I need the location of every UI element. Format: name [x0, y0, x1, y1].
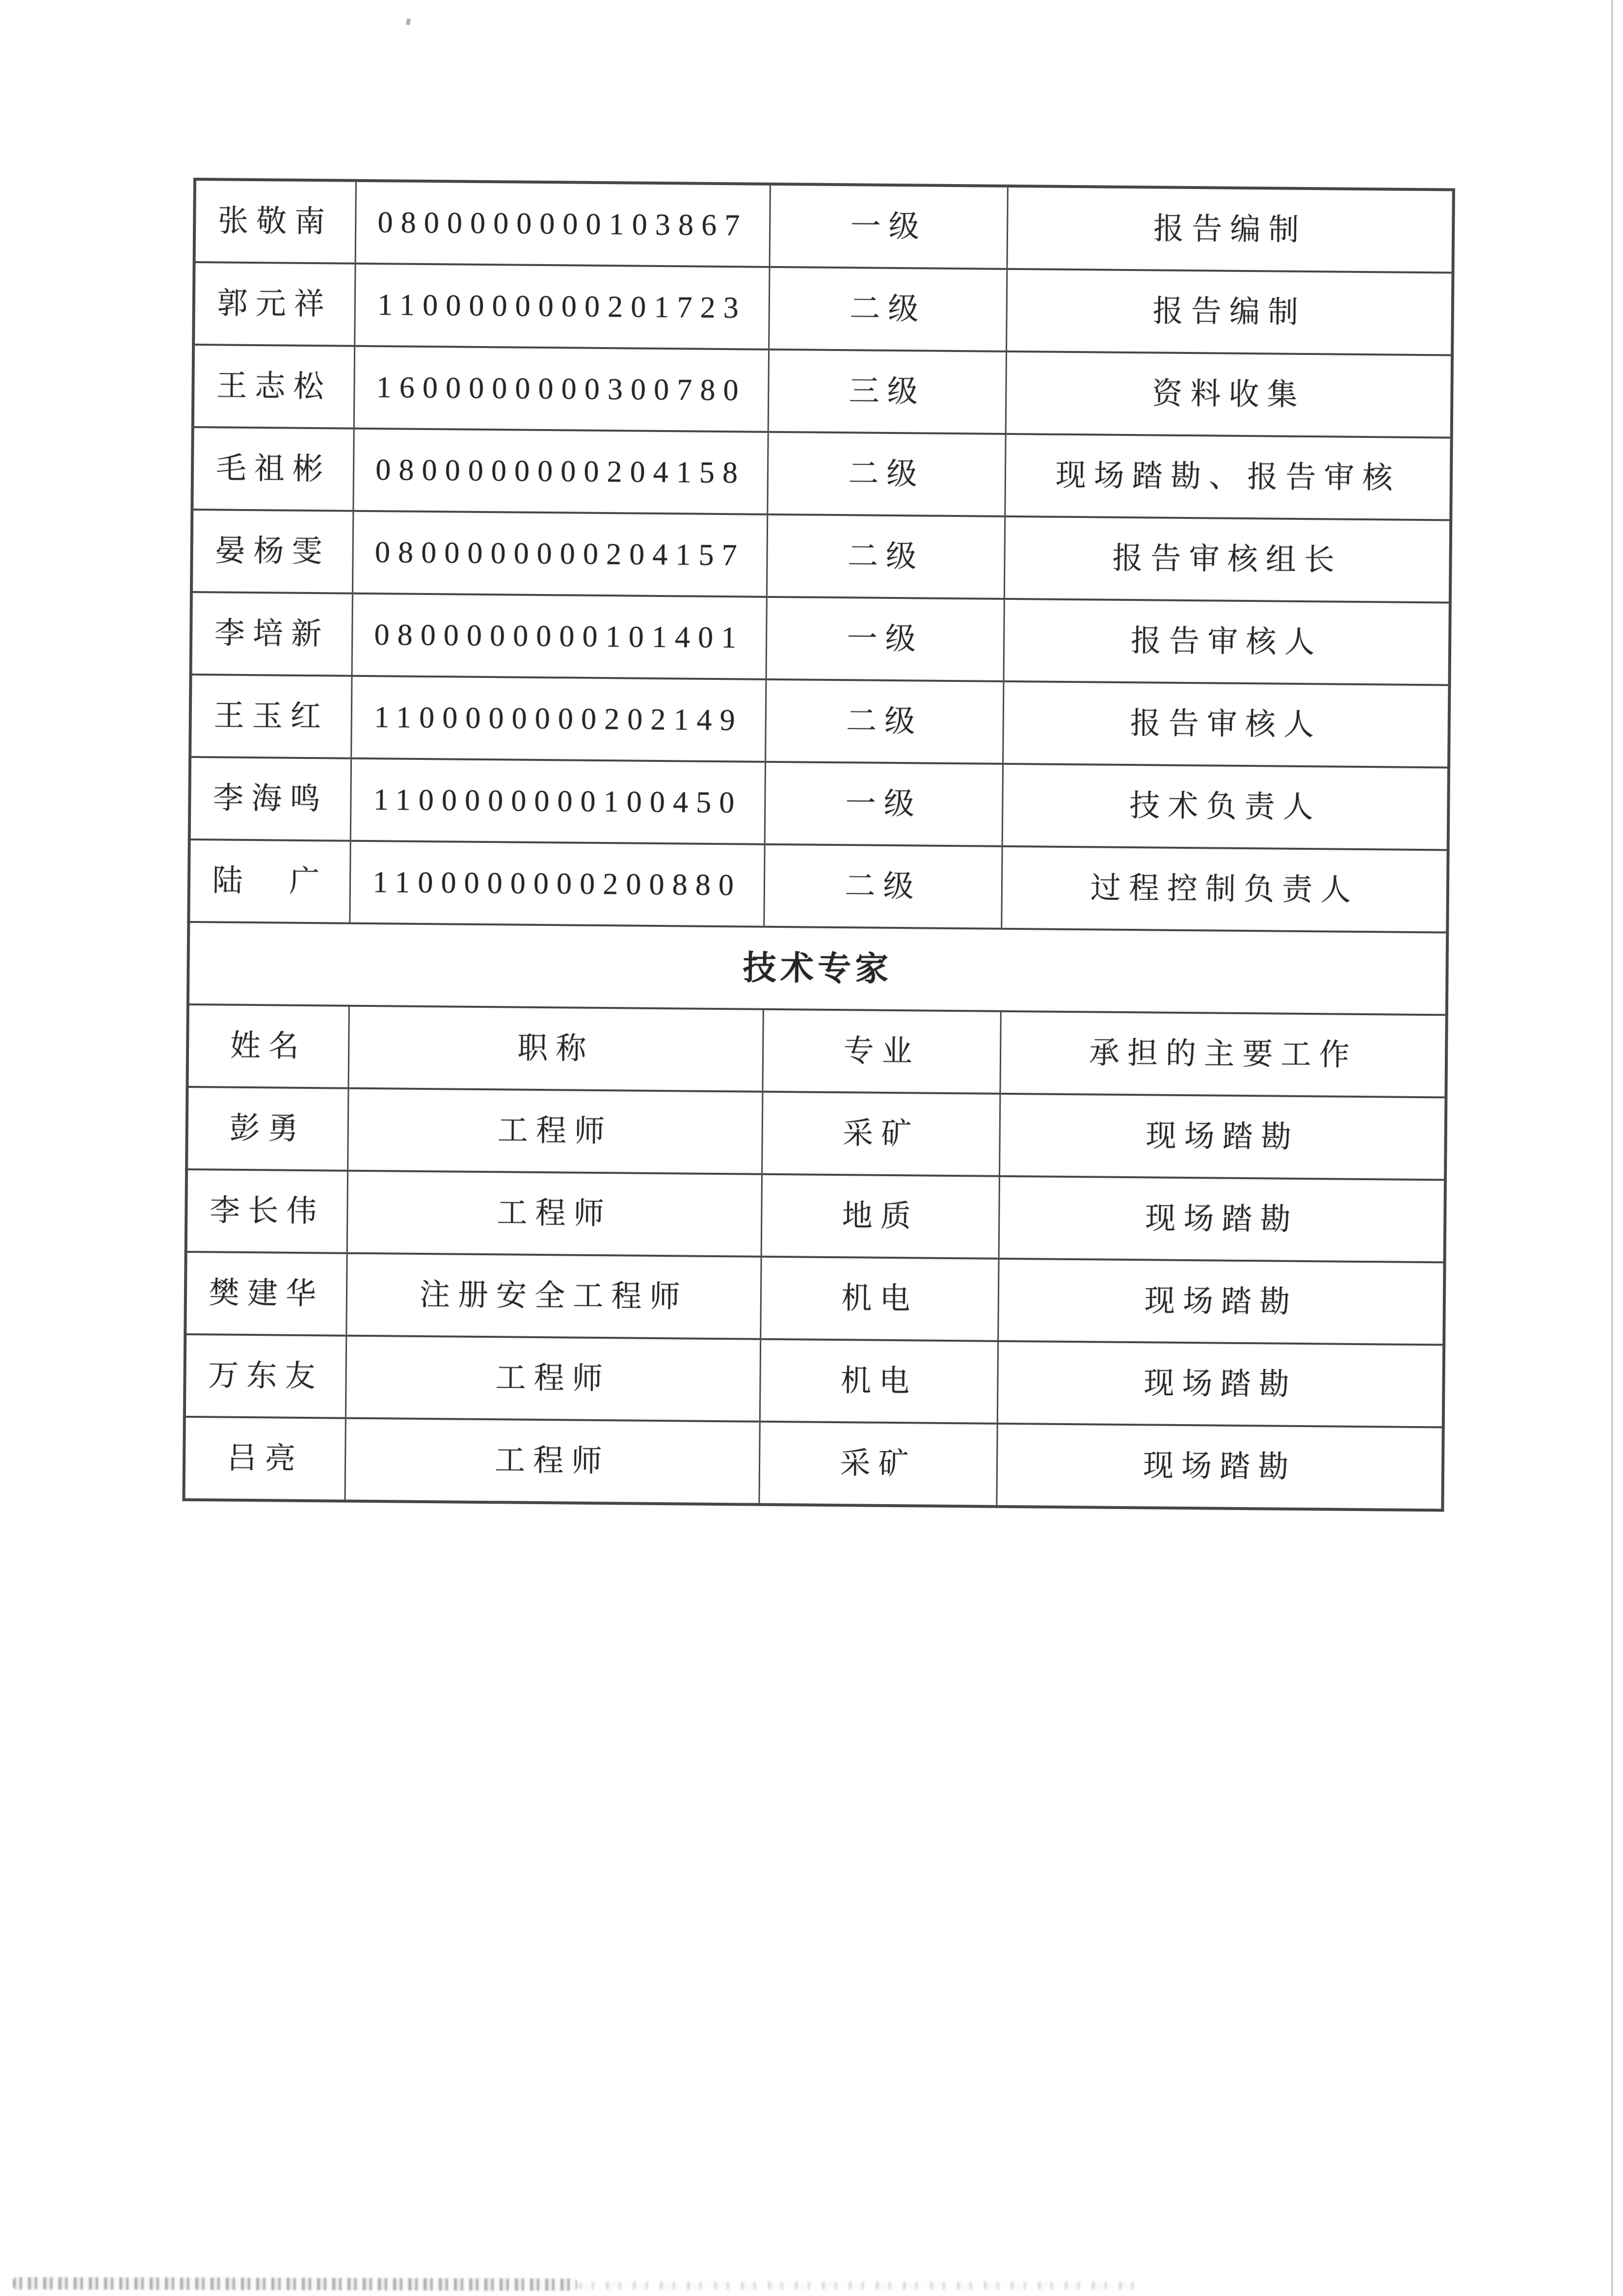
table-row — [185, 1252, 1444, 1345]
staff-work: 过程控制负责人 — [1002, 846, 1448, 933]
staff-level: 二级 — [767, 514, 1005, 599]
expert-work: 现场踏勘 — [998, 1259, 1444, 1345]
expert-specialty: 机电 — [760, 1339, 998, 1424]
expert-name: 万东友 — [185, 1334, 346, 1418]
staff-name: 王志松 — [193, 345, 355, 429]
staff-work: 现场踏勘、报告审核 — [1005, 434, 1451, 520]
staff-level: 二级 — [765, 679, 1004, 764]
staff-name: 李培新 — [191, 592, 353, 676]
table-row — [193, 345, 1452, 437]
table-row — [186, 1087, 1446, 1180]
staff-cert-no: 1100000000202149 — [351, 676, 766, 762]
staff-level: 三级 — [768, 350, 1007, 434]
staff-work: 报告审核组长 — [1005, 516, 1451, 603]
table-row — [185, 1334, 1444, 1427]
expert-work: 现场踏勘 — [999, 1176, 1445, 1263]
staff-cert-no: 0800000000103867 — [355, 181, 770, 267]
staff-work: 资料收集 — [1006, 351, 1452, 438]
staff-level: 一级 — [766, 597, 1005, 681]
table-row — [187, 1004, 1446, 1097]
scan-speck — [406, 18, 411, 26]
staff-name: 张敬南 — [194, 179, 356, 264]
expert-specialty: 机电 — [760, 1257, 999, 1341]
staff-cert-no: 1100000000200880 — [350, 841, 765, 927]
scan-noise-band — [579, 2282, 1144, 2290]
expert-specialty: 采矿 — [762, 1092, 1000, 1176]
expert-specialty: 地质 — [761, 1174, 1000, 1259]
staff-work: 报告编制 — [1007, 186, 1453, 273]
staff-level: 二级 — [769, 267, 1007, 351]
staff-name: 李海鸣 — [189, 757, 351, 841]
table-row — [191, 592, 1450, 685]
staff-level: 一级 — [765, 762, 1003, 846]
expert-title: 工程师 — [347, 1088, 762, 1174]
table-row — [192, 427, 1451, 520]
table-row — [186, 1169, 1445, 1262]
expert-name: 李长伟 — [186, 1169, 348, 1253]
staff-level: 一级 — [770, 184, 1008, 269]
expert-title: 工程师 — [347, 1171, 762, 1257]
table-row — [191, 510, 1451, 602]
staff-name: 郭元祥 — [193, 262, 355, 346]
expert-title: 工程师 — [346, 1336, 760, 1422]
staff-work: 报告审核人 — [1004, 599, 1450, 685]
staff-cert-no: 0800000000204157 — [352, 511, 767, 597]
staff-level: 二级 — [764, 844, 1002, 929]
staff-work: 技术负责人 — [1003, 764, 1449, 850]
table-row — [190, 675, 1449, 767]
expert-title: 工程师 — [345, 1418, 760, 1505]
expert-title: 注册安全工程师 — [346, 1253, 761, 1339]
expert-work: 现场踏勘 — [997, 1424, 1443, 1511]
expert-name: 樊建华 — [185, 1252, 347, 1336]
table-row — [189, 757, 1449, 850]
table-row — [193, 262, 1453, 355]
expert-work: 现场踏勘 — [1000, 1094, 1446, 1180]
expert-specialty: 采矿 — [759, 1422, 998, 1507]
staff-cert-no: 0800000000101401 — [352, 594, 767, 679]
staff-name: 王玉红 — [190, 675, 352, 758]
table-row — [184, 1417, 1443, 1510]
expert-work: 现场踏勘 — [998, 1341, 1444, 1428]
staff-cert-no: 1600000000300780 — [354, 346, 769, 432]
column-header-name: 姓名 — [187, 1004, 349, 1088]
section-title: 技术专家 — [188, 922, 1447, 1015]
table-row — [188, 922, 1447, 1015]
scan-noise-band — [13, 2277, 577, 2291]
column-header-specialty: 专业 — [763, 1009, 1001, 1094]
staff-name: 毛祖彬 — [192, 427, 354, 511]
table-row — [188, 839, 1448, 932]
staff-cert-no: 0800000000204158 — [353, 429, 768, 514]
column-header-work: 承担的主要工作 — [1000, 1011, 1446, 1098]
staff-work: 报告编制 — [1007, 269, 1453, 355]
staff-cert-no: 1100000000201723 — [354, 264, 769, 350]
personnel-table — [182, 178, 1455, 1512]
staff-level: 二级 — [767, 432, 1006, 516]
staff-name: 晏杨雯 — [191, 510, 353, 594]
staff-cert-no: 1100000000100450 — [350, 758, 765, 844]
staff-work: 报告审核人 — [1003, 681, 1449, 768]
staff-name: 陆 广 — [188, 839, 350, 923]
table-row — [194, 179, 1454, 272]
column-header-title: 职称 — [348, 1006, 763, 1092]
expert-name: 吕亮 — [184, 1417, 346, 1501]
scan-edge-line — [1611, 0, 1613, 2296]
expert-name: 彭勇 — [186, 1087, 348, 1171]
